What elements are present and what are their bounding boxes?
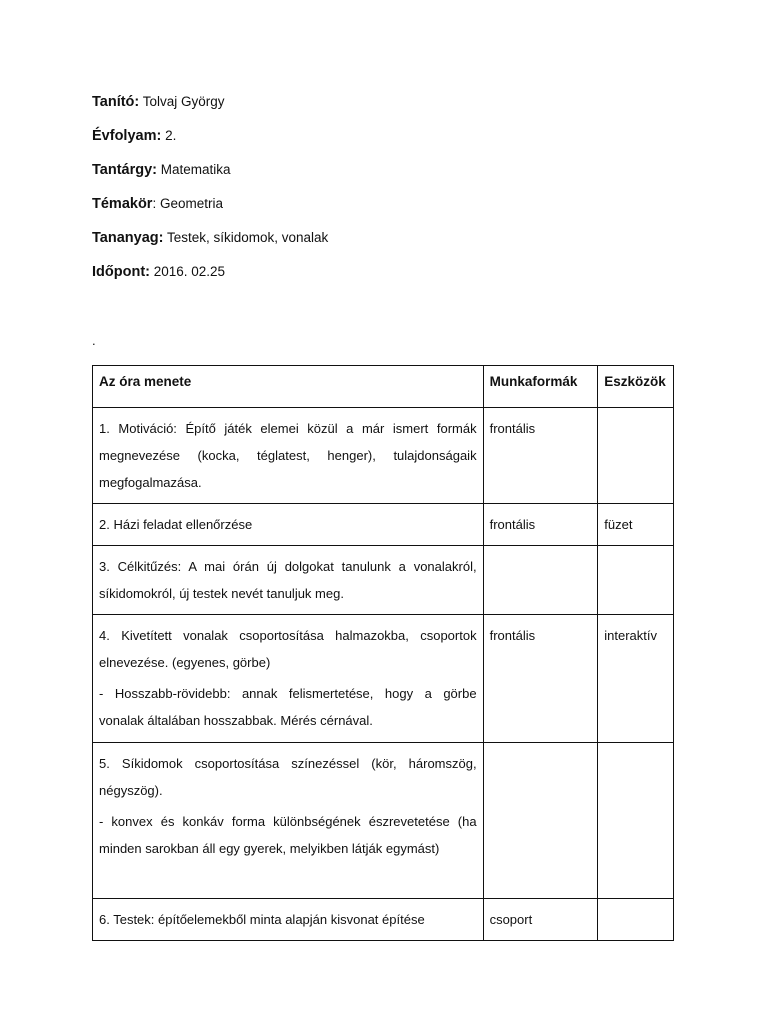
step-cell [93,504,484,546]
meta-value: 2. [161,128,177,143]
tool-cell [598,504,674,546]
meta-grade [92,126,328,160]
step-text: 1. Motiváció: Építő játék elemei közül a már ismert formák megnevezése (kocka, téglatest, henger), tulajdonságaik megfogalmazása. [99,421,477,490]
step-cell [93,408,484,504]
form-text: csoport [489,912,533,927]
header-tools: Eszközök [598,366,674,408]
header-work-forms: Munkaformák [483,366,598,408]
step-text: 5. Síkidomok csoportosítása színezéssel (kör, háromszög, négyszög). [99,756,477,798]
form-text: frontális [489,517,536,532]
step-text: - Hosszabb-rövidebb: annak felismertetése, hogy a görbe vonalak általában hosszabbak. Mérés cérnával. [99,686,477,728]
tool-text: interaktív [604,628,657,643]
form-cell [483,615,598,743]
tool-cell [598,408,674,504]
separator-dot: . [92,333,96,348]
tool-cell [598,899,674,941]
meta-material [92,228,328,262]
meta-label: Témakör [92,196,153,212]
form-cell [483,408,598,504]
table-row [93,743,674,899]
table-row [93,615,674,743]
step-cell [93,899,484,941]
lesson-meta [92,92,328,296]
meta-label: Évfolyam: [92,128,162,144]
table-row [93,504,674,546]
form-text: frontális [489,628,536,643]
lesson-plan-table [92,365,674,941]
step-text: - konvex és konkáv forma különbségének észrevetetése (ha minden sarokban áll egy gyerek, melyikben látják egymást) [99,814,477,856]
form-cell [483,743,598,899]
step-text: 6. Testek: építőelemekből minta alapján kisvonat építése [99,912,425,927]
meta-subject [92,160,328,194]
meta-label: Tanító: [92,94,140,110]
step-cell [93,546,484,615]
tool-text: füzet [604,517,633,532]
step-text: 4. Kivetített vonalak csoportosítása halmazokba, csoportok elnevezése. (egyenes, görbe) [99,628,477,670]
meta-label: Időpont: [92,264,150,280]
meta-date [92,262,328,296]
table-row [93,408,674,504]
form-cell [483,546,598,615]
form-text: frontális [489,421,536,436]
table-row [93,546,674,615]
form-cell [483,504,598,546]
meta-teacher [92,92,328,126]
tool-cell [598,615,674,743]
table-row [93,899,674,941]
meta-value: Testek, síkidomok, vonalak [163,230,329,245]
meta-value: Tolvaj György [139,94,225,109]
meta-topic [92,194,328,228]
step-cell [93,743,484,899]
meta-value: 2016. 02.25 [149,264,226,279]
step-text: 2. Házi feladat ellenőrzése [99,517,253,532]
form-cell [483,899,598,941]
tool-cell [598,546,674,615]
step-text: 3. Célkitűzés: A mai órán új dolgokat tanulunk a vonalakról, síkidomokról, új testek nevét tanuljuk meg. [99,559,477,601]
step-cell [93,615,484,743]
header-lesson-steps: Az óra menete [93,366,484,408]
meta-label: Tantárgy: [92,162,157,178]
table-header-row [93,366,674,408]
meta-value: Matematika [157,162,231,177]
meta-value: : Geometria [152,196,223,211]
meta-label: Tananyag: [92,230,164,246]
tool-cell [598,743,674,899]
